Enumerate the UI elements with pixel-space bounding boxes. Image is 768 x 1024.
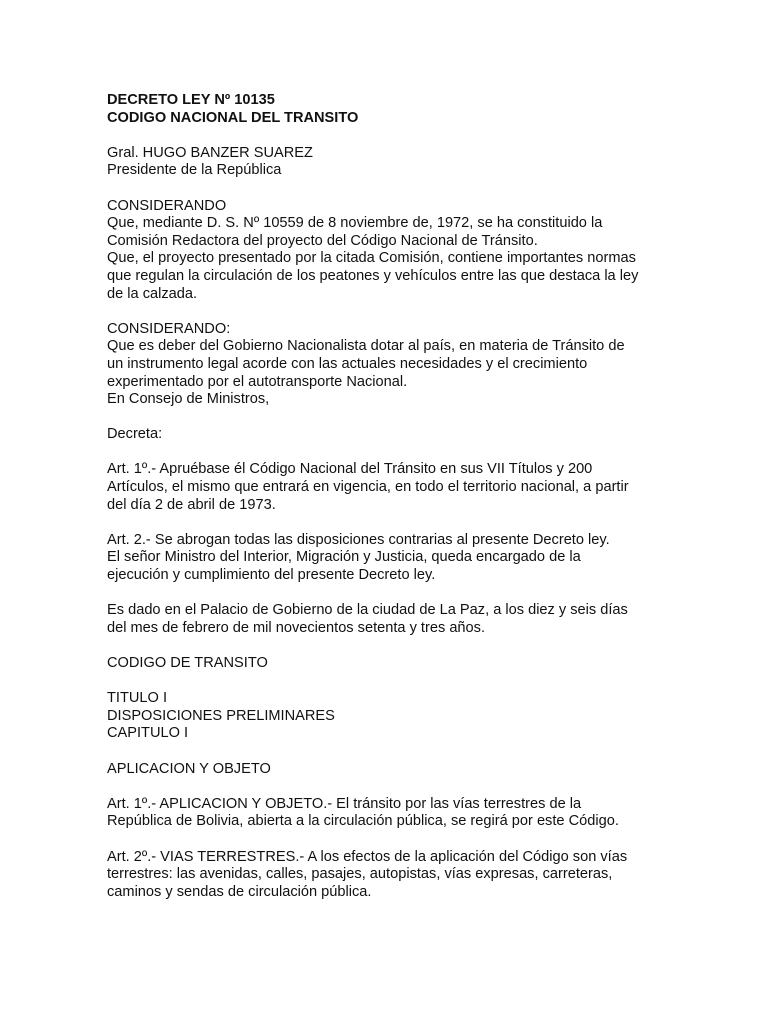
code-article-2-line: terrestres: las avenidas, calles, pasajes, autopistas, vías expresas, carreteras, <box>107 866 613 883</box>
closing-line: del mes de febrero de mil novecientos setenta y tres años. <box>107 619 486 636</box>
spacer <box>107 831 667 849</box>
decree-article-2-line: Art. 2.- Se abrogan todas las disposiciones contrarias al presente Decreto ley. <box>107 531 610 548</box>
signatory-name: Gral. HUGO BANZER SUAREZ <box>107 144 313 161</box>
spacer <box>107 127 667 145</box>
spacer <box>107 180 667 198</box>
considerando-line: Que, mediante D. S. Nº 10559 de 8 noviembre de, 1972, se ha constituido la <box>107 215 603 232</box>
spacer <box>107 637 667 655</box>
considerando-line: un instrumento legal acorde con las actuales necesidades y el crecimiento <box>107 355 588 372</box>
spacer <box>107 303 667 321</box>
code-article-2-line: Art. 2º.- VIAS TERRESTRES.- A los efectos de la aplicación del Código son vías <box>107 848 628 865</box>
disposiciones-heading: DISPOSICIONES PRELIMINARES <box>107 707 335 724</box>
spacer <box>107 409 667 427</box>
spacer <box>107 778 667 796</box>
decree-article-1-line: Artículos, el mismo que entrará en vigencia, en todo el territorio nacional, a partir <box>107 479 629 496</box>
spacer <box>107 743 667 761</box>
decree-article-1-line: Art. 1º.- Apruébase él Código Nacional del Tránsito en sus VII Títulos y 200 <box>107 461 593 478</box>
considerando-line: En Consejo de Ministros, <box>107 391 270 408</box>
capitulo-heading: CAPITULO I <box>107 725 189 742</box>
spacer <box>107 444 667 462</box>
aplicacion-heading: APLICACION Y OBJETO <box>107 760 271 777</box>
code-article-1-line: Art. 1º.- APLICACION Y OBJETO.- El tránsito por las vías terrestres de la <box>107 795 582 812</box>
signatory-title: Presidente de la República <box>107 162 282 179</box>
considerando-line: Que es deber del Gobierno Nacionalista dotar al país, en materia de Tránsito de <box>107 338 625 355</box>
considerando-heading-1: CONSIDERANDO <box>107 197 227 214</box>
spacer <box>107 673 667 691</box>
decree-article-2-line: ejecución y cumplimiento del presente Decreto ley. <box>107 567 436 584</box>
considerando-line: Comisión Redactora del proyecto del Código Nacional de Tránsito. <box>107 232 538 249</box>
considerando-heading-2: CONSIDERANDO: <box>107 320 231 337</box>
document-page <box>107 92 667 901</box>
decree-article-1-line: del día 2 de abril de 1973. <box>107 496 276 513</box>
considerando-line: que regulan la circulación de los peatones y vehículos entre las que destaca la ley <box>107 267 639 284</box>
considerando-line: experimentado por el autotransporte Nacional. <box>107 373 408 390</box>
spacer <box>107 585 667 603</box>
considerando-line: Que, el proyecto presentado por la citada Comisión, contiene importantes normas <box>107 250 636 267</box>
codigo-heading: CODIGO DE TRANSITO <box>107 655 268 671</box>
spacer <box>107 514 667 532</box>
decreta-heading: Decreta: <box>107 426 163 443</box>
code-article-1-line: República de Bolivia, abierta a la circulación pública, se regirá por este Código. <box>107 813 619 830</box>
closing-line: Es dado en el Palacio de Gobierno de la ciudad de La Paz, a los diez y seis días <box>107 602 628 619</box>
titulo-heading: TITULO I <box>107 690 167 707</box>
decree-title: DECRETO LEY Nº 10135 <box>107 92 275 108</box>
considerando-line: de la calzada. <box>107 285 198 302</box>
decree-article-2-line: El señor Ministro del Interior, Migración y Justicia, queda encargado de la <box>107 549 581 566</box>
code-article-2-line: caminos y sendas de circulación pública. <box>107 883 372 900</box>
code-title: CODIGO NACIONAL DEL TRANSITO <box>107 109 359 126</box>
